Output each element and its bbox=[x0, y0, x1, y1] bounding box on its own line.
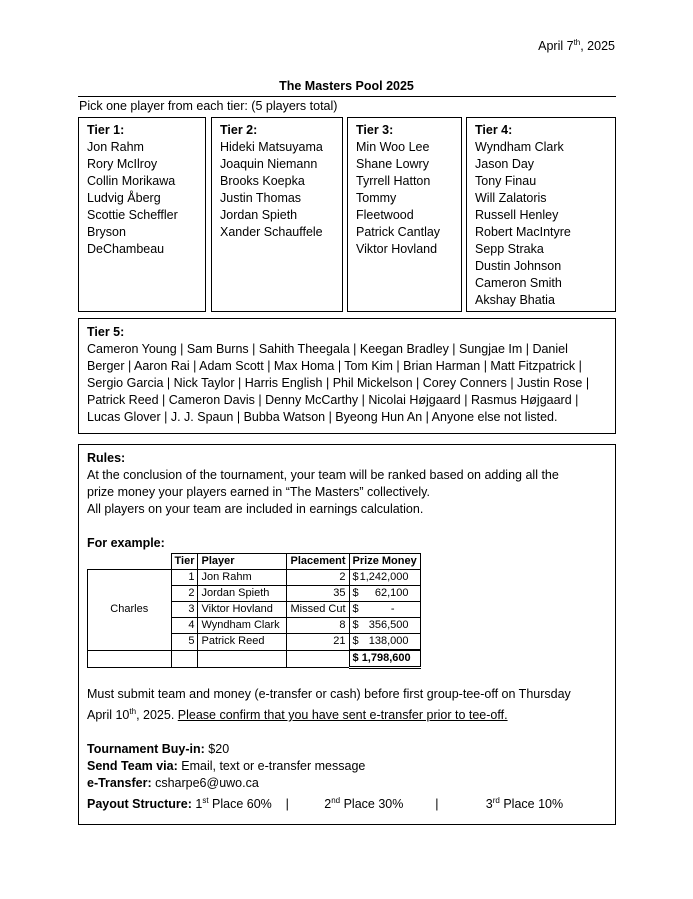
player-name: Robert MacIntyre bbox=[475, 225, 571, 239]
tier-cell: 3 bbox=[171, 602, 198, 618]
player-name: Viktor Hovland bbox=[356, 242, 438, 256]
table-header-row bbox=[88, 554, 421, 570]
player-cell: Wyndham Clark bbox=[198, 618, 287, 634]
blank-cell bbox=[171, 650, 198, 668]
send-team-line: Send Team via: Email, text or e-transfer message bbox=[87, 759, 366, 774]
player-name: Ludvig Åberg bbox=[87, 191, 161, 205]
rules-box bbox=[78, 444, 616, 825]
player-name: Tony Finau bbox=[475, 174, 537, 188]
currency-symbol: $ bbox=[352, 635, 359, 647]
player-name: Jon Rahm bbox=[87, 140, 144, 154]
prize-amount: 62,100 bbox=[374, 587, 409, 599]
player-name: Patrick Cantlay bbox=[356, 225, 441, 239]
player-name: Sepp Straka bbox=[475, 242, 544, 256]
rules-line: All players on your team are included in earnings calculation. bbox=[87, 502, 424, 516]
payout-second: 2nd Place 30% bbox=[324, 796, 404, 812]
currency-symbol: $ bbox=[352, 619, 359, 631]
prize-cell bbox=[349, 634, 420, 651]
player-cell: Patrick Reed bbox=[198, 634, 287, 651]
currency-symbol: $ bbox=[352, 571, 359, 583]
blank-cell bbox=[287, 650, 349, 668]
prize-amount: 1,242,000 bbox=[359, 571, 409, 583]
buyin-line: Tournament Buy-in: $20 bbox=[87, 742, 230, 757]
currency-symbol: $ bbox=[352, 603, 359, 615]
player-name: Akshay Bhatia bbox=[475, 293, 555, 307]
placement-cell: 8 bbox=[287, 618, 349, 634]
tier5-line: Berger | Aaron Rai | Adam Scott | Max Homa | Tom Kim | Brian Harman | Matt Fitzpatrick | bbox=[87, 359, 582, 373]
prize-cell bbox=[349, 602, 420, 618]
submit-line: April 10th, 2025. Please confirm that you have sent e-transfer prior to tee-off. bbox=[87, 707, 508, 723]
payout-third: 3rd Place 10% bbox=[485, 796, 564, 812]
player-name: Tyrrell Hatton bbox=[356, 174, 431, 188]
player-name: Will Zalatoris bbox=[475, 191, 547, 205]
player-name: Russell Henley bbox=[475, 208, 559, 222]
player-name: Tommy bbox=[356, 191, 397, 205]
tier-cell: 1 bbox=[171, 570, 198, 586]
table-header-cell: Tier bbox=[171, 554, 198, 570]
table-header-blank bbox=[88, 554, 172, 570]
prize-cell bbox=[349, 618, 420, 634]
document-date: April 7th, 2025 bbox=[538, 38, 615, 54]
tier-cell: 2 bbox=[171, 586, 198, 602]
prize-amount: 356,500 bbox=[368, 619, 409, 631]
player-name: Joaquin Niemann bbox=[220, 157, 318, 171]
prize-amount: 138,000 bbox=[368, 635, 409, 647]
player-name: Fleetwood bbox=[356, 208, 414, 222]
table-header-cell: Prize Money bbox=[349, 554, 420, 570]
placement-cell: 2 bbox=[287, 570, 349, 586]
payout-separator: | bbox=[435, 797, 439, 812]
tier5-line: Cameron Young | Sam Burns | Sahith Theegala | Keegan Bradley | Sungjae Im | Daniel bbox=[87, 342, 568, 356]
document-title: The Masters Pool 2025 bbox=[279, 79, 414, 93]
example-table bbox=[87, 553, 421, 669]
rules-line: At the conclusion of the tournament, your team will be ranked based on adding all the bbox=[87, 468, 559, 482]
rules-line: prize money your players earned in “The Masters” collectively. bbox=[87, 485, 430, 499]
table-total-row bbox=[88, 650, 421, 668]
player-name: Scottie Scheffler bbox=[87, 208, 178, 222]
player-cell: Jordan Spieth bbox=[198, 586, 287, 602]
player-name: Hideki Matsuyama bbox=[220, 140, 323, 154]
tier-cell: 5 bbox=[171, 634, 198, 651]
player-name: Min Woo Lee bbox=[356, 140, 430, 154]
placement-cell: 35 bbox=[287, 586, 349, 602]
player-name: Justin Thomas bbox=[220, 191, 302, 205]
tier-2-box bbox=[211, 117, 343, 312]
payout-first: 1st Place 60% bbox=[195, 796, 272, 812]
blank-cell bbox=[88, 650, 172, 668]
tier-4-box bbox=[466, 117, 616, 312]
tier-label: Tier 2: bbox=[220, 123, 258, 137]
player-name: Xander Schauffele bbox=[220, 225, 323, 239]
instructions: Pick one player from each tier: (5 players total) bbox=[79, 99, 338, 113]
player-name: Bryson bbox=[87, 225, 126, 239]
tier-label: Tier 4: bbox=[475, 123, 513, 137]
submit-line: Must submit team and money (e-transfer or cash) before first group-tee-off on Thursday bbox=[87, 687, 571, 701]
table-header-cell: Placement bbox=[287, 554, 349, 570]
tier-label: Tier 5: bbox=[87, 325, 125, 339]
etransfer-line: e-Transfer: csharpe6@uwo.ca bbox=[87, 776, 259, 791]
prize-amount: - bbox=[390, 603, 395, 615]
tier-1-box bbox=[78, 117, 206, 312]
team-name-cell: Charles bbox=[88, 570, 172, 651]
player-name: Collin Morikawa bbox=[87, 174, 176, 188]
prize-cell bbox=[349, 586, 420, 602]
table-header-cell: Player bbox=[198, 554, 287, 570]
player-name: Wyndham Clark bbox=[475, 140, 564, 154]
player-name: Rory McIlroy bbox=[87, 157, 158, 171]
player-cell: Viktor Hovland bbox=[198, 602, 287, 618]
payout-line: Payout Structure: 1st Place 60% | 2nd Place 30% | 3rd Place 10% bbox=[87, 796, 564, 812]
placement-cell: Missed Cut bbox=[287, 602, 349, 618]
tier-5-box bbox=[78, 318, 616, 434]
tier5-line: Sergio Garcia | Nick Taylor | Harris English | Phil Mickelson | Corey Conners | Justin Rose | bbox=[87, 376, 590, 390]
player-name: Dustin Johnson bbox=[475, 259, 562, 273]
tier-cell: 4 bbox=[171, 618, 198, 634]
blank-cell bbox=[198, 650, 287, 668]
total-prize-cell: $ 1,798,600 bbox=[349, 650, 420, 668]
player-cell: Jon Rahm bbox=[198, 570, 287, 586]
currency-symbol: $ bbox=[352, 587, 359, 599]
tier5-line: Lucas Glover | J. J. Spaun | Bubba Watson | Byeong Hun An | Anyone else not listed. bbox=[87, 410, 558, 424]
player-name: Brooks Koepka bbox=[220, 174, 305, 188]
player-name: Cameron Smith bbox=[475, 276, 562, 290]
etransfer-email: csharpe6@uwo.ca bbox=[151, 776, 259, 791]
payout-separator: | bbox=[285, 797, 289, 812]
rules-heading: Rules: bbox=[87, 451, 126, 465]
tier-label: Tier 1: bbox=[87, 123, 125, 137]
player-name: Shane Lowry bbox=[356, 157, 429, 171]
title-divider bbox=[78, 96, 616, 97]
player-name: Jason Day bbox=[475, 157, 535, 171]
tier-3-box bbox=[347, 117, 462, 312]
tier5-line: Patrick Reed | Cameron Davis | Denny McCarthy | Nicolai Højgaard | Rasmus Højgaard | bbox=[87, 393, 579, 407]
prize-cell bbox=[349, 570, 420, 586]
example-heading: For example: bbox=[87, 536, 165, 550]
confirm-etransfer-note: Please confirm that you have sent e-transfer prior to tee-off. bbox=[177, 708, 508, 723]
player-name: Jordan Spieth bbox=[220, 208, 298, 222]
table-row bbox=[88, 570, 421, 586]
player-name: DeChambeau bbox=[87, 242, 165, 256]
placement-cell: 21 bbox=[287, 634, 349, 651]
tier-label: Tier 3: bbox=[356, 123, 394, 137]
